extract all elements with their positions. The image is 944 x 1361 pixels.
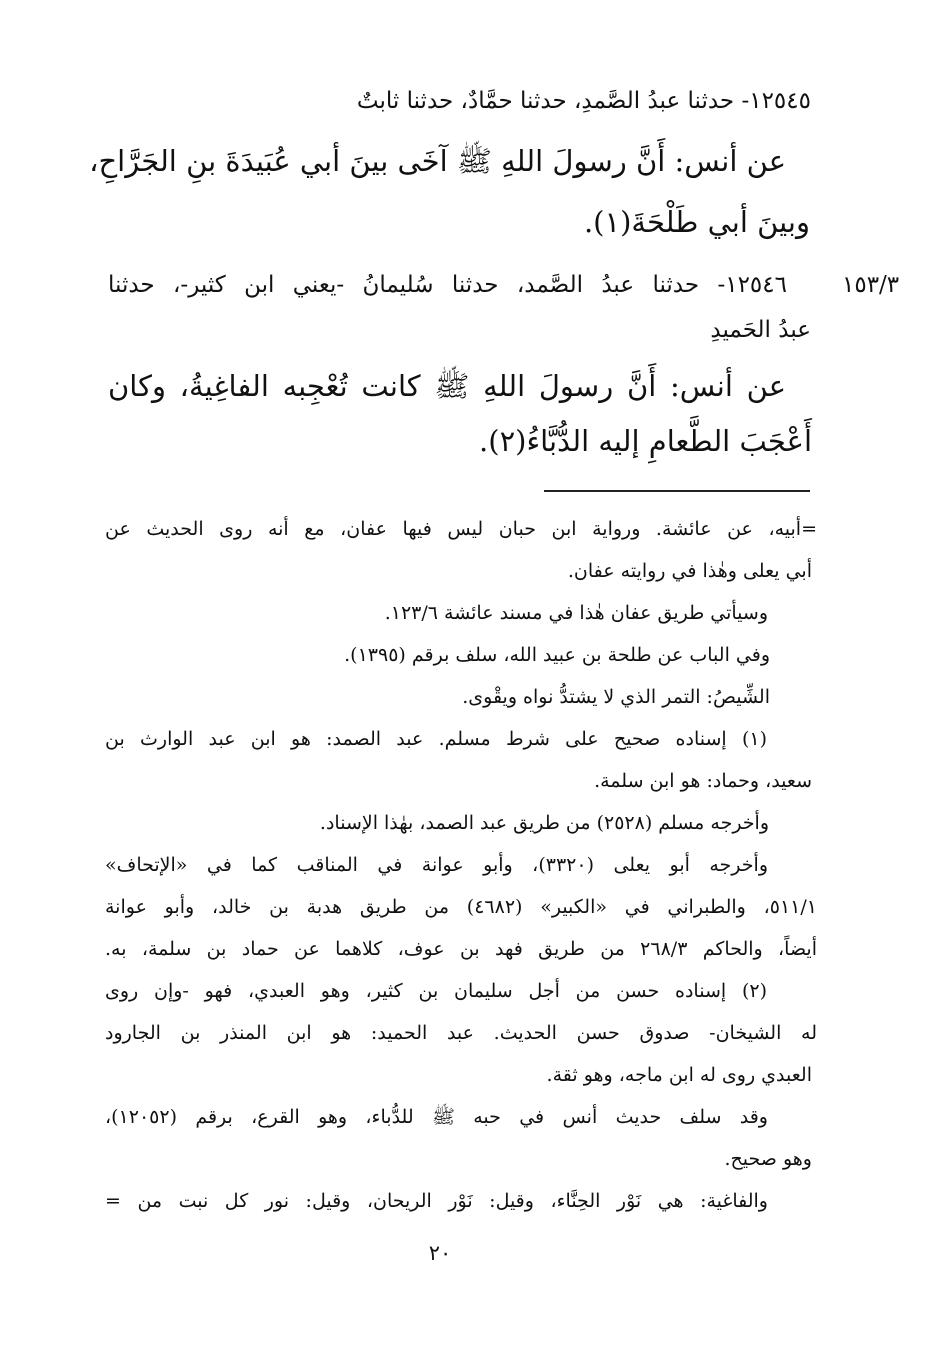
- footnote-line-1: =أبيه، عن عائشة. ورواية ابن حبان ليس فيها عفان، مع أنه روى الحديث عن: [105, 518, 817, 540]
- footnote-line-16: وهو صحيح.: [724, 1148, 812, 1170]
- footnote-line-7: سعيد، وحماد: هو ابن سلمة.: [594, 770, 812, 792]
- margin-volume-page-reference: ١٥٣/٣: [842, 272, 900, 298]
- footnote-line-10: ٥١١/١، والطبراني في «الكبير» (٤٦٨٢) من طريق هدبة بن خالد، وأبو عوانة: [105, 896, 817, 918]
- page-number: ٢٠: [428, 1241, 452, 1265]
- footnote-line-11: أيضاً، والحاكم ٢٦٨/٣ من طريق فهد بن عوف، كلاهما عن حماد بن سلمة، به.: [105, 938, 817, 960]
- footnote-separator: [544, 490, 810, 492]
- footnote-line-15: وقد سلف حديث أنس في حبه ﷺ للدُّباء، وهو القرع، برقم (١٢٠٥٢)،: [105, 1106, 768, 1128]
- hadith-12545-text-line-2: وبينَ أبي طَلْحَةَ(١).: [583, 205, 810, 239]
- footnote-line-3: وسيأتي طريق عفان هٰذا في مسند عائشة ١٢٣/٦.: [384, 602, 768, 624]
- footnote-line-14: العبدي روى له ابن ماجه، وهو ثقة.: [546, 1064, 812, 1086]
- footnote-line-8: وأخرجه مسلم (٢٥٢٨) من طريق عبد الصمد، بهٰذا الإسناد.: [319, 812, 769, 834]
- footnote-line-13: له الشيخان- صدوق حسن الحديث. عبد الحميد: هو ابن المنذر بن الجارود: [105, 1022, 817, 1044]
- hadith-12546-chain-line-1: ١٢٥٤٦- حدثنا عبدُ الصَّمد، حدثنا سُليمانُ -يعني ابن كثير-، حدثنا: [108, 272, 787, 298]
- footnote-line-17: والفاغية: هي نَوْر الحِنَّاء، وقيل: نَوْر الريحان، وقيل: نور كل نبت من =: [105, 1190, 768, 1212]
- footnote-line-12: (٢) إسناده حسن من أجل سليمان بن كثير، وهو العبدي، فهو -وإن روى: [105, 980, 767, 1002]
- footnote-line-2: أبي يعلى وهٰذا في روايته عفان.: [567, 560, 812, 582]
- hadith-12545-chain: ١٢٥٤٥- حدثنا عبدُ الصَّمدِ، حدثنا حمَّادٌ، حدثنا ثابتٌ: [356, 88, 811, 114]
- hadith-12546-text-line-1: عن أنس: أَنَّ رسولَ اللهِ ﷺ كانت تُعْجِبه الفاغِيةُ، وكان: [108, 369, 786, 403]
- footnote-line-4: وفي الباب عن طلحة بن عبيد الله، سلف برقم (١٣٩٥).: [344, 644, 770, 666]
- hadith-12546-text-line-2: أَعْجَبَ الطَّعامِ إليه الدُّبَّاءُ(٢).: [479, 424, 812, 458]
- footnote-line-6: (١) إسناده صحيح على شرط مسلم. عبد الصمد: هو ابن عبد الوارث بن: [105, 728, 767, 750]
- footnote-line-9: وأخرجه أبو يعلى (٣٣٢٠)، وأبو عوانة في المناقب كما في «الإتحاف»: [105, 854, 768, 876]
- hadith-12546-chain-line-2: عبدُ الحَميدِ: [710, 317, 811, 343]
- hadith-12545-text-line-1: عن أنس: أَنَّ رسولَ اللهِ ﷺ آخَى بينَ أبي عُبَيدَةَ بنِ الجَرَّاحِ،: [89, 144, 786, 178]
- footnote-line-5: الشِّيصُ: التمر الذي لا يشتدُّ نواه ويقْوى.: [462, 686, 770, 708]
